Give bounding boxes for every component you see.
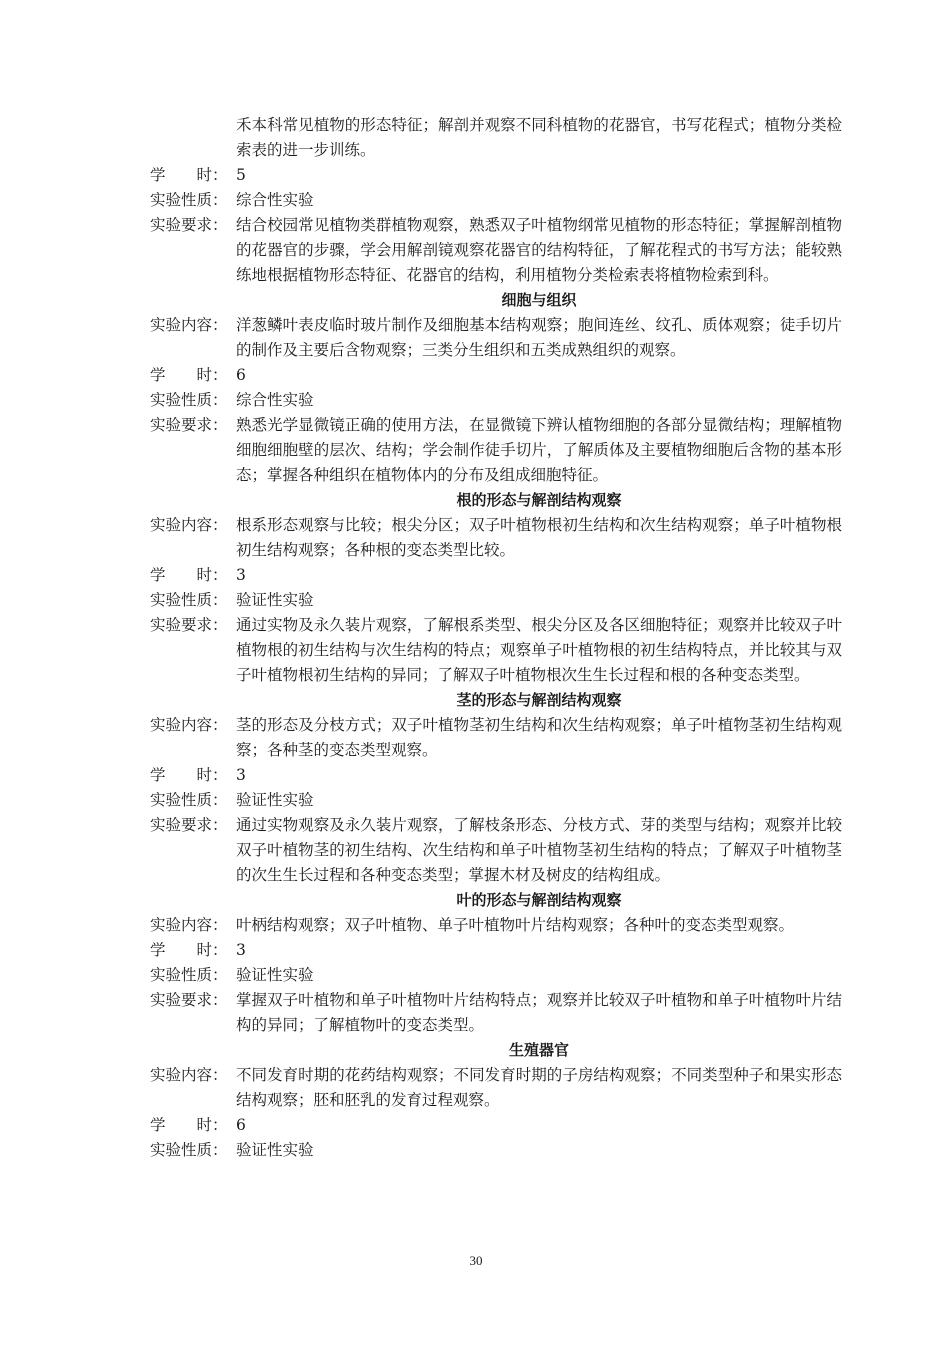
hours-row	[150, 363, 842, 388]
hours-label: 学 时：	[150, 1116, 228, 1134]
requirement-value: 熟悉光学显微镜正确的使用方法，在显微镜下辨认植物细胞的各部分显微结构；理解植物细胞细胞壁的层次、结构；学会制作徒手切片，了解质体及主要植物细胞后含物的基本形态；掌握各种组织在植物体内的分布及组成细胞特征。	[236, 416, 842, 484]
content-label: 实验内容：	[150, 516, 228, 534]
hours-value: 6	[236, 1116, 246, 1134]
section-heading: 细胞与组织	[501, 291, 577, 309]
hours-label: 学 时：	[150, 566, 228, 584]
nature-value: 验证性实验	[236, 1141, 314, 1159]
content-label: 实验内容：	[150, 916, 228, 934]
requirement-label: 实验要求：	[150, 616, 228, 634]
page-number: 30	[469, 1253, 483, 1268]
intro-hours-row	[150, 163, 842, 188]
hours-row	[150, 938, 842, 963]
content-label: 实验内容：	[150, 316, 228, 334]
requirement-row	[150, 413, 842, 488]
requirement-label: 实验要求：	[150, 216, 228, 234]
nature-row	[150, 388, 842, 413]
nature-value: 验证性实验	[236, 591, 314, 609]
content-value: 洋葱鳞叶表皮临时玻片制作及细胞基本结构观察；胞间连丝、纹孔、质体观察；徒手切片的制作及主要后含物观察；三类分生组织和五类成熟组织的观察。	[236, 316, 842, 359]
requirement-value: 通过实物观察及永久装片观察，了解枝条形态、分枝方式、芽的类型与结构；观察并比较双子叶植物茎的初生结构、次生结构和单子叶植物茎初生结构的特点；了解双子叶植物茎的次生生长过程和各种变态类型；掌握木材及树皮的结构组成。	[236, 816, 842, 884]
requirement-value: 掌握双子叶植物和单子叶植物叶片结构特点；观察并比较双子叶植物和单子叶植物叶片结构的异同；了解植物叶的变态类型。	[236, 991, 842, 1034]
nature-value: 验证性实验	[236, 966, 314, 984]
hours-row	[150, 563, 842, 588]
hours-label: 学 时：	[150, 766, 228, 784]
requirement-value: 结合校园常见植物类群植物观察，熟悉双子叶植物纲常见植物的形态特征；掌握解剖植物的花器官的步骤，学会用解剖镜观察花器官的结构特征，了解花程式的书写方法；能较熟练地根据植物形态特征、花器官的结构，利用植物分类检索表将植物检索到科。	[236, 216, 842, 284]
hours-label: 学 时：	[150, 366, 228, 384]
requirement-row	[150, 813, 842, 888]
requirement-label: 实验要求：	[150, 816, 228, 834]
requirement-value: 通过实物及永久装片观察，了解根系类型、根尖分区及各区细胞特征；观察并比较双子叶植物根的初生结构与次生结构的特点；观察单子叶植物根的初生结构特点，并比较其与双子叶植物根初生结构的异同；了解双子叶植物根次生生长过程和根的各种变态类型。	[236, 616, 842, 684]
requirement-row	[150, 613, 842, 688]
hours-row	[150, 763, 842, 788]
nature-row	[150, 788, 842, 813]
hours-label: 学 时：	[150, 941, 228, 959]
content-value: 叶柄结构观察；双子叶植物、单子叶植物叶片结构观察；各种叶的变态类型观察。	[236, 916, 795, 934]
hours-value: 6	[236, 366, 246, 384]
hours-value: 3	[236, 766, 246, 784]
hours-value: 3	[236, 941, 246, 959]
content-row	[150, 713, 842, 763]
content-row	[150, 913, 842, 938]
hours-value: 3	[236, 566, 246, 584]
content-value: 根系形态观察与比较；根尖分区；双子叶植物根初生结构和次生结构观察；单子叶植物根初生结构观察；各种根的变态类型比较。	[236, 516, 842, 559]
nature-label: 实验性质：	[150, 191, 228, 209]
nature-label: 实验性质：	[150, 1141, 228, 1159]
nature-row	[150, 1138, 842, 1163]
section-heading: 茎的形态与解剖结构观察	[456, 691, 622, 709]
section-heading: 叶的形态与解剖结构观察	[456, 891, 622, 909]
hours-label: 学 时：	[150, 166, 228, 184]
section-heading: 生殖器官	[508, 1041, 569, 1059]
nature-value: 综合性实验	[236, 191, 314, 209]
nature-row	[150, 588, 842, 613]
content-row	[150, 1063, 842, 1113]
document-body	[150, 113, 842, 1163]
requirement-label: 实验要求：	[150, 991, 228, 1009]
content-value: 不同发育时期的花药结构观察；不同发育时期的子房结构观察；不同类型种子和果实形态结构观察；胚和胚乳的发育过程观察。	[236, 1066, 842, 1109]
section-heading: 根的形态与解剖结构观察	[456, 491, 622, 509]
nature-label: 实验性质：	[150, 591, 228, 609]
hours-row	[150, 1113, 842, 1138]
intro-content-continued: 禾本科常见植物的形态特征；解剖并观察不同科植物的花器官，书写花程式；植物分类检索表的进一步训练。	[236, 116, 842, 159]
content-value: 茎的形态及分枝方式；双子叶植物茎初生结构和次生结构观察；单子叶植物茎初生结构观察；各种茎的变态类型观察。	[236, 716, 842, 759]
intro-requirement-row	[150, 213, 842, 288]
nature-label: 实验性质：	[150, 966, 228, 984]
content-label: 实验内容：	[150, 1066, 228, 1084]
nature-label: 实验性质：	[150, 791, 228, 809]
content-row	[150, 513, 842, 563]
nature-value: 验证性实验	[236, 791, 314, 809]
content-row	[150, 313, 842, 363]
hours-value: 5	[236, 166, 246, 184]
nature-label: 实验性质：	[150, 391, 228, 409]
nature-value: 综合性实验	[236, 391, 314, 409]
content-label: 实验内容：	[150, 716, 228, 734]
nature-row	[150, 963, 842, 988]
requirement-label: 实验要求：	[150, 416, 228, 434]
intro-nature-row	[150, 188, 842, 213]
requirement-row	[150, 988, 842, 1038]
